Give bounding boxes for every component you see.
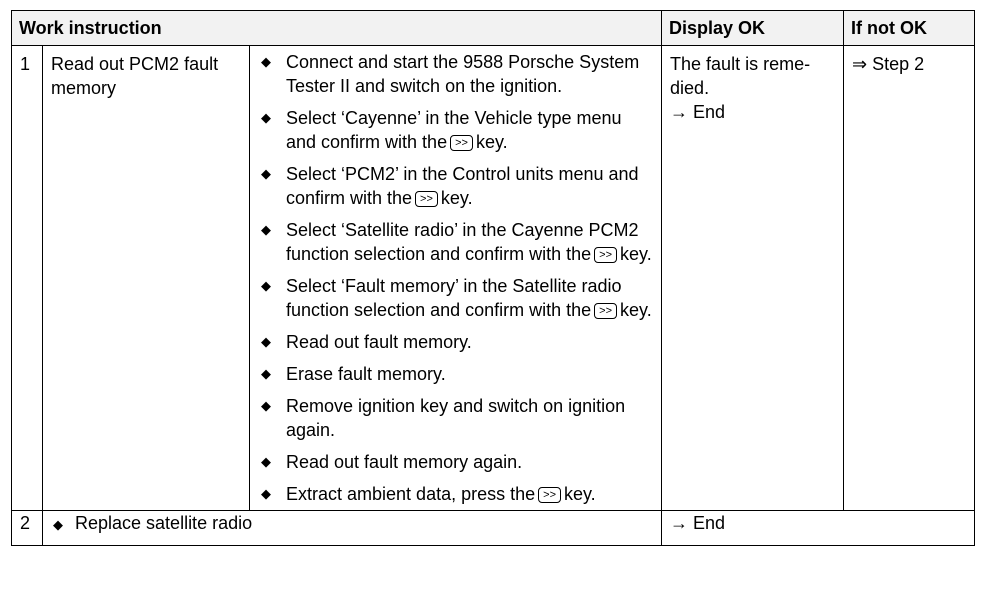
task-cell bbox=[43, 46, 250, 511]
forward-key-icon: >> bbox=[594, 247, 617, 263]
step-text: Erase fault memory. bbox=[286, 364, 446, 384]
display-ok-cell: → End bbox=[662, 511, 975, 546]
diamond-bullet-icon: ◆ bbox=[261, 334, 271, 349]
task-text-line: Read out PCM2 fault bbox=[51, 54, 219, 74]
step-text: Select ‘Fault memory’ in the Satellite radio function selection and confirm with the bbox=[286, 276, 622, 320]
display-ok-line: died. bbox=[670, 78, 710, 98]
header-if-not-ok: If not OK bbox=[844, 11, 975, 46]
step-item bbox=[258, 274, 655, 322]
step-text-end: key. bbox=[564, 484, 596, 504]
diamond-bullet-icon: ◆ bbox=[261, 222, 271, 237]
forward-key-icon: >> bbox=[450, 135, 473, 151]
step-text-end: key. bbox=[475, 132, 508, 152]
header-display-ok: Display OK bbox=[662, 11, 844, 46]
step-text: Read out fault memory again. bbox=[286, 452, 523, 472]
step-text: Select ‘Cayenne’ in the Vehicle type menu and confirm with the bbox=[286, 108, 622, 152]
step-text-end: key. bbox=[620, 244, 652, 264]
step-cell bbox=[43, 511, 662, 546]
step-text: Extract ambient data, press the bbox=[286, 484, 536, 504]
step-item bbox=[258, 394, 655, 442]
step-item bbox=[258, 330, 655, 354]
step-text: Select ‘PCM2’ in the Control units menu and confirm with the bbox=[286, 164, 639, 208]
step-item bbox=[258, 218, 655, 266]
table-row bbox=[12, 511, 975, 546]
step-item bbox=[258, 450, 655, 474]
forward-key-icon: >> bbox=[415, 191, 438, 207]
step-text: Replace satellite radio bbox=[75, 513, 253, 533]
task-text-line: memory bbox=[51, 78, 117, 98]
step-item bbox=[258, 50, 655, 98]
table-row bbox=[12, 46, 975, 511]
step-item bbox=[258, 162, 655, 210]
display-ok-end: → End bbox=[670, 102, 726, 122]
step-text: Select ‘Satellite radio’ in the Cayenne PCM2 function selection and confirm with the bbox=[286, 220, 639, 264]
step-text-end: key. bbox=[440, 188, 473, 208]
diamond-bullet-icon: ◆ bbox=[261, 110, 271, 125]
diamond-bullet-icon: ◆ bbox=[261, 54, 271, 69]
step-item bbox=[258, 362, 655, 386]
display-ok-line: The fault is reme- bbox=[670, 54, 811, 74]
header-row bbox=[12, 11, 975, 46]
step-text: Read out fault memory. bbox=[286, 332, 472, 352]
row-number: 2 bbox=[12, 511, 43, 546]
step-text: Connect and start the 9588 Porsche System Tester II and switch on the ignition. bbox=[286, 52, 640, 96]
work-instruction-table bbox=[11, 10, 975, 546]
steps-cell bbox=[250, 46, 662, 511]
diamond-bullet-icon: ◆ bbox=[261, 166, 271, 181]
diamond-bullet-icon: ◆ bbox=[53, 517, 63, 532]
step-item bbox=[258, 482, 655, 506]
if-not-ok-cell: ⇒ Step 2 bbox=[844, 46, 975, 511]
step-item bbox=[258, 106, 655, 154]
diamond-bullet-icon: ◆ bbox=[261, 398, 271, 413]
forward-key-icon: >> bbox=[594, 303, 617, 319]
row-number: 1 bbox=[12, 46, 43, 511]
diamond-bullet-icon: ◆ bbox=[261, 486, 271, 501]
display-ok-cell bbox=[662, 46, 844, 511]
step-list bbox=[258, 50, 655, 506]
diamond-bullet-icon: ◆ bbox=[261, 366, 271, 381]
step-text: Remove ignition key and switch on ignition again. bbox=[286, 396, 626, 440]
diamond-bullet-icon: ◆ bbox=[261, 278, 271, 293]
step-text-end: key. bbox=[620, 300, 652, 320]
forward-key-icon: >> bbox=[538, 487, 561, 503]
diamond-bullet-icon: ◆ bbox=[261, 454, 271, 469]
header-work-instruction: Work instruction bbox=[12, 11, 662, 46]
